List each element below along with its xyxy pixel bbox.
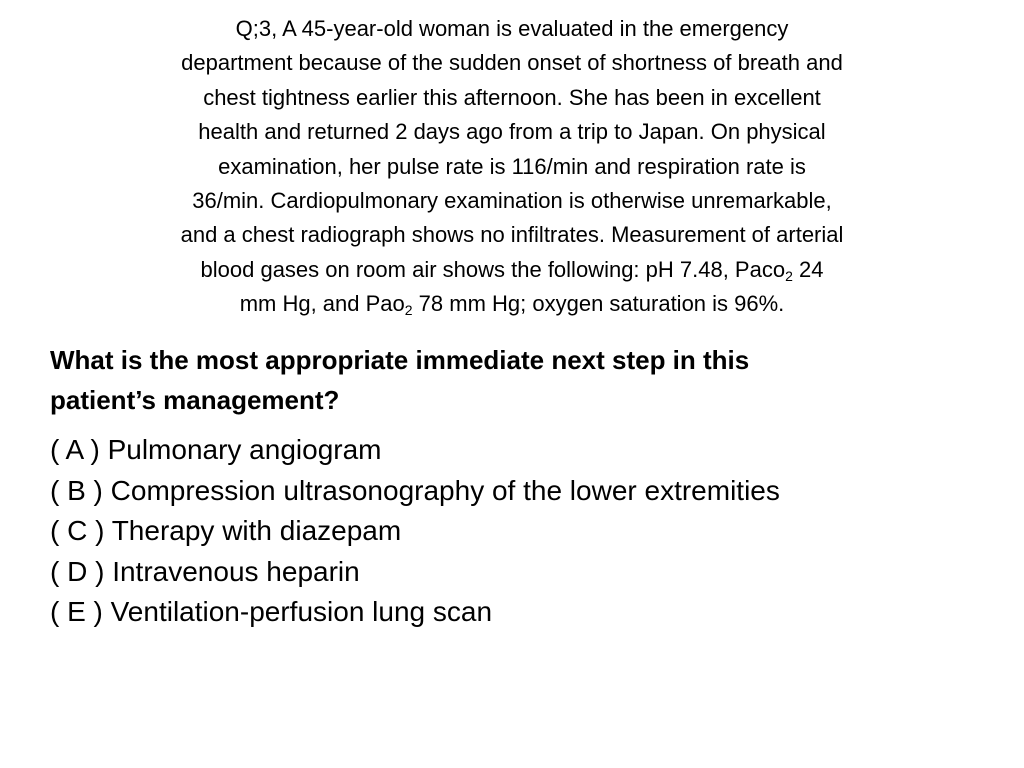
option-b: ( B ) Compression ultrasonography of the lower extremities <box>50 474 780 506</box>
stem-line: chest tightness earlier this afternoon. She has been in excellent <box>203 84 821 110</box>
stem-line: Q;3, A 45-year-old woman is evaluated in the emergency <box>235 16 789 41</box>
stem-text: mm Hg, and Pao <box>239 291 405 317</box>
stem-text: 78 mm Hg; oxygen saturation is 96%. <box>412 291 785 317</box>
option-d: ( D ) Intravenous heparin <box>50 555 360 587</box>
subscript: 2 <box>404 302 413 319</box>
subscript: 2 <box>785 267 793 284</box>
option-c: ( C ) Therapy with diazepam <box>50 515 402 546</box>
question-line: What is the most appropriate immediate next step in this <box>50 345 750 375</box>
stem-line: department because of the sudden onset of shortness of breath and <box>181 50 843 76</box>
option-a: ( A ) Pulmonary angiogram <box>50 434 382 465</box>
option-e: ( E ) Ventilation-perfusion lung scan <box>50 596 493 627</box>
stem-line-paco2 <box>72 253 952 287</box>
question-stem <box>72 12 952 322</box>
stem-line-pao2 <box>72 287 952 321</box>
stem-line: examination, her pulse rate is 116/min and respiration rate is <box>218 153 806 179</box>
question-line: patient’s management? <box>50 385 340 415</box>
stem-line: health and returned 2 days ago from a trip to Japan. On physical <box>198 119 826 145</box>
stem-line: 36/min. Cardiopulmonary examination is otherwise unremarkable, <box>192 188 832 214</box>
stem-text: blood gases on room air shows the following: pH 7.48, Paco <box>200 256 786 282</box>
question-prompt <box>50 340 990 420</box>
answer-options <box>50 430 1000 633</box>
stem-line: and a chest radiograph shows no infiltrates. Measurement of arterial <box>180 222 844 248</box>
stem-text: 24 <box>792 256 824 282</box>
